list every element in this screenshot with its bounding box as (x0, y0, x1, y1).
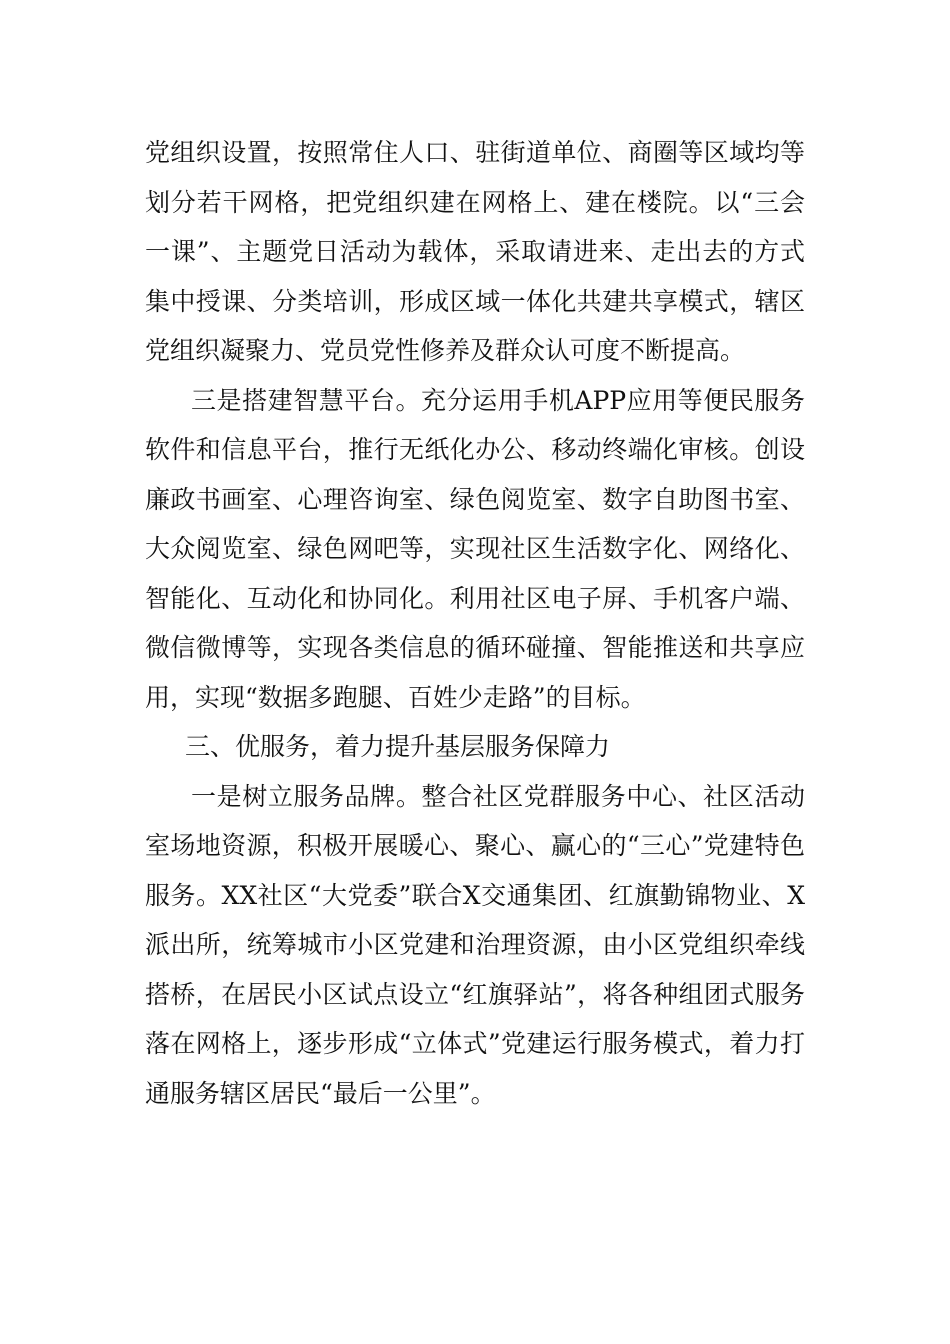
section-heading: 三、优服务，着力提升基层服务保障力 (185, 732, 611, 761)
paragraph-smart-platform: 三是搭建智慧平台。充分运用手机APP应用等便民服务软件和信息平台，推行无纸化办公、移动终端化审核。创设廉政书画室、心理咨询室、绿色阅览室、数字自助图书室、大众阅览室、绿色网吧等，实现社区生活数字化、网络化、智能化、互动化和协同化。利用社区电子屏、手机客户端、微信微博等，实现各类信息的循环碰撞、智能推送和共享应用，实现“数据多跑腿、百姓少走路”的目标。 (145, 385, 805, 712)
document-body (145, 128, 805, 1118)
paragraph-service-brand: 一是树立服务品牌。整合社区党群服务中心、社区活动室场地资源，积极开展暖心、聚心、赢心的“三心”党建特色服务。XX社区“大党委”联合X交通集团、红旗勤锦物业、X派出所，统筹城市小区党建和治理资源，由小区党组织牵线搭桥，在居民小区试点设立“红旗驿站”，将各种组团式服务落在网格上，逐步形成“立体式”党建运行服务模式，着力打通服务辖区居民“最后一公里”。 (145, 781, 805, 1108)
paragraph-continuation: 党组织设置，按照常住人口、驻街道单位、商圈等区域均等划分若干网格，把党组织建在网格上、建在楼院。以“三会一课”、主题党日活动为载体，采取请进来、走出去的方式集中授课、分类培训，形成区域一体化共建共享模式，辖区党组织凝聚力、党员党性修养及群众认可度不断提高。 (145, 138, 805, 365)
